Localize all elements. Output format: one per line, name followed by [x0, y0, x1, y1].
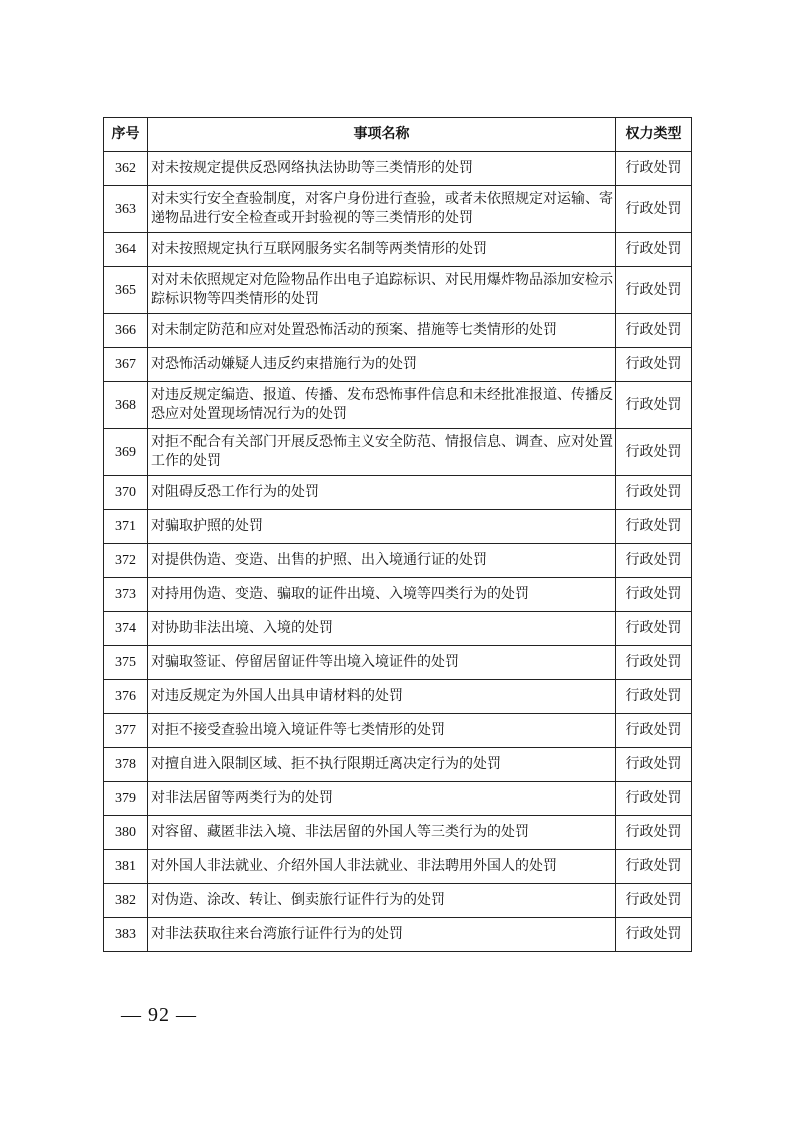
serial-number-cell: 375 — [104, 646, 148, 680]
power-type-cell: 行政处罚 — [616, 429, 692, 476]
header-serial-number: 序号 — [104, 118, 148, 152]
table-row — [104, 748, 692, 782]
item-name-cell: 对未按规定提供反恐网络执法协助等三类情形的处罚 — [148, 152, 616, 186]
serial-number-cell: 363 — [104, 186, 148, 233]
power-type-cell: 行政处罚 — [616, 476, 692, 510]
power-type-cell: 行政处罚 — [616, 918, 692, 952]
table-row — [104, 152, 692, 186]
serial-number-cell: 383 — [104, 918, 148, 952]
serial-number-cell: 376 — [104, 680, 148, 714]
power-type-cell: 行政处罚 — [616, 544, 692, 578]
serial-number-cell: 365 — [104, 267, 148, 314]
serial-number-cell: 366 — [104, 314, 148, 348]
table-row — [104, 314, 692, 348]
item-name-cell: 对骗取护照的处罚 — [148, 510, 616, 544]
table-row — [104, 884, 692, 918]
table-row — [104, 646, 692, 680]
item-name-cell: 对外国人非法就业、介绍外国人非法就业、非法聘用外国人的处罚 — [148, 850, 616, 884]
serial-number-cell: 364 — [104, 233, 148, 267]
serial-number-cell: 379 — [104, 782, 148, 816]
item-name-cell: 对拒不配合有关部门开展反恐怖主义安全防范、情报信息、调查、应对处置工作的处罚 — [148, 429, 616, 476]
power-type-cell: 行政处罚 — [616, 850, 692, 884]
power-type-cell: 行政处罚 — [616, 612, 692, 646]
serial-number-cell: 380 — [104, 816, 148, 850]
serial-number-cell: 381 — [104, 850, 148, 884]
power-type-cell: 行政处罚 — [616, 314, 692, 348]
serial-number-cell: 367 — [104, 348, 148, 382]
item-name-cell: 对未按照规定执行互联网服务实名制等两类情形的处罚 — [148, 233, 616, 267]
item-name-cell: 对违反规定编造、报道、传播、发布恐怖事件信息和未经批准报道、传播反恐应对处置现场情况行为的处罚 — [148, 382, 616, 429]
serial-number-cell: 369 — [104, 429, 148, 476]
item-name-cell: 对对未依照规定对危险物品作出电子追踪标识、对民用爆炸物品添加安检示踪标识物等四类情形的处罚 — [148, 267, 616, 314]
power-type-cell: 行政处罚 — [616, 382, 692, 429]
header-row — [104, 118, 692, 152]
item-name-cell: 对违反规定为外国人出具申请材料的处罚 — [148, 680, 616, 714]
table-row — [104, 612, 692, 646]
item-name-cell: 对擅自进入限制区域、拒不执行限期迁离决定行为的处罚 — [148, 748, 616, 782]
header-item-name: 事项名称 — [148, 118, 616, 152]
item-name-cell: 对容留、藏匿非法入境、非法居留的外国人等三类行为的处罚 — [148, 816, 616, 850]
serial-number-cell: 374 — [104, 612, 148, 646]
item-name-cell: 对未制定防范和应对处置恐怖活动的预案、措施等七类情形的处罚 — [148, 314, 616, 348]
serial-number-cell: 373 — [104, 578, 148, 612]
item-name-cell: 对恐怖活动嫌疑人违反约束措施行为的处罚 — [148, 348, 616, 382]
item-name-cell: 对非法居留等两类行为的处罚 — [148, 782, 616, 816]
table-row — [104, 918, 692, 952]
table-row — [104, 578, 692, 612]
power-type-cell: 行政处罚 — [616, 714, 692, 748]
power-type-cell: 行政处罚 — [616, 267, 692, 314]
table-row — [104, 233, 692, 267]
power-type-cell: 行政处罚 — [616, 152, 692, 186]
serial-number-cell: 362 — [104, 152, 148, 186]
power-type-cell: 行政处罚 — [616, 510, 692, 544]
item-name-cell: 对骗取签证、停留居留证件等出境入境证件的处罚 — [148, 646, 616, 680]
table-row — [104, 476, 692, 510]
table-header — [104, 118, 692, 152]
serial-number-cell: 370 — [104, 476, 148, 510]
table-row — [104, 382, 692, 429]
table-row — [104, 429, 692, 476]
serial-number-cell: 371 — [104, 510, 148, 544]
table-body — [104, 152, 692, 952]
table-row — [104, 267, 692, 314]
table-row — [104, 816, 692, 850]
power-type-cell: 行政处罚 — [616, 233, 692, 267]
serial-number-cell: 368 — [104, 382, 148, 429]
power-type-cell: 行政处罚 — [616, 816, 692, 850]
item-name-cell: 对伪造、涂改、转让、倒卖旅行证件行为的处罚 — [148, 884, 616, 918]
header-power-type: 权力类型 — [616, 118, 692, 152]
power-type-cell: 行政处罚 — [616, 782, 692, 816]
power-type-cell: 行政处罚 — [616, 348, 692, 382]
item-name-cell: 对协助非法出境、入境的处罚 — [148, 612, 616, 646]
power-type-cell: 行政处罚 — [616, 680, 692, 714]
power-items-table — [103, 117, 692, 952]
item-name-cell: 对持用伪造、变造、骗取的证件出境、入境等四类行为的处罚 — [148, 578, 616, 612]
table-row — [104, 850, 692, 884]
serial-number-cell: 382 — [104, 884, 148, 918]
table-row — [104, 782, 692, 816]
power-type-cell: 行政处罚 — [616, 186, 692, 233]
table-row — [104, 544, 692, 578]
power-type-cell: 行政处罚 — [616, 646, 692, 680]
table-row — [104, 348, 692, 382]
serial-number-cell: 378 — [104, 748, 148, 782]
item-name-cell: 对未实行安全查验制度，对客户身份进行查验，或者未依照规定对运输、寄递物品进行安全检查或开封验视的等三类情形的处罚 — [148, 186, 616, 233]
page-number: — 92 — — [121, 1004, 197, 1026]
serial-number-cell: 372 — [104, 544, 148, 578]
serial-number-cell: 377 — [104, 714, 148, 748]
table-row — [104, 510, 692, 544]
power-type-cell: 行政处罚 — [616, 748, 692, 782]
power-type-cell: 行政处罚 — [616, 884, 692, 918]
item-name-cell: 对阻碍反恐工作行为的处罚 — [148, 476, 616, 510]
item-name-cell: 对非法获取往来台湾旅行证件行为的处罚 — [148, 918, 616, 952]
table-row — [104, 680, 692, 714]
power-type-cell: 行政处罚 — [616, 578, 692, 612]
item-name-cell: 对提供伪造、变造、出售的护照、出入境通行证的处罚 — [148, 544, 616, 578]
table-row — [104, 186, 692, 233]
table-row — [104, 714, 692, 748]
item-name-cell: 对拒不接受查验出境入境证件等七类情形的处罚 — [148, 714, 616, 748]
